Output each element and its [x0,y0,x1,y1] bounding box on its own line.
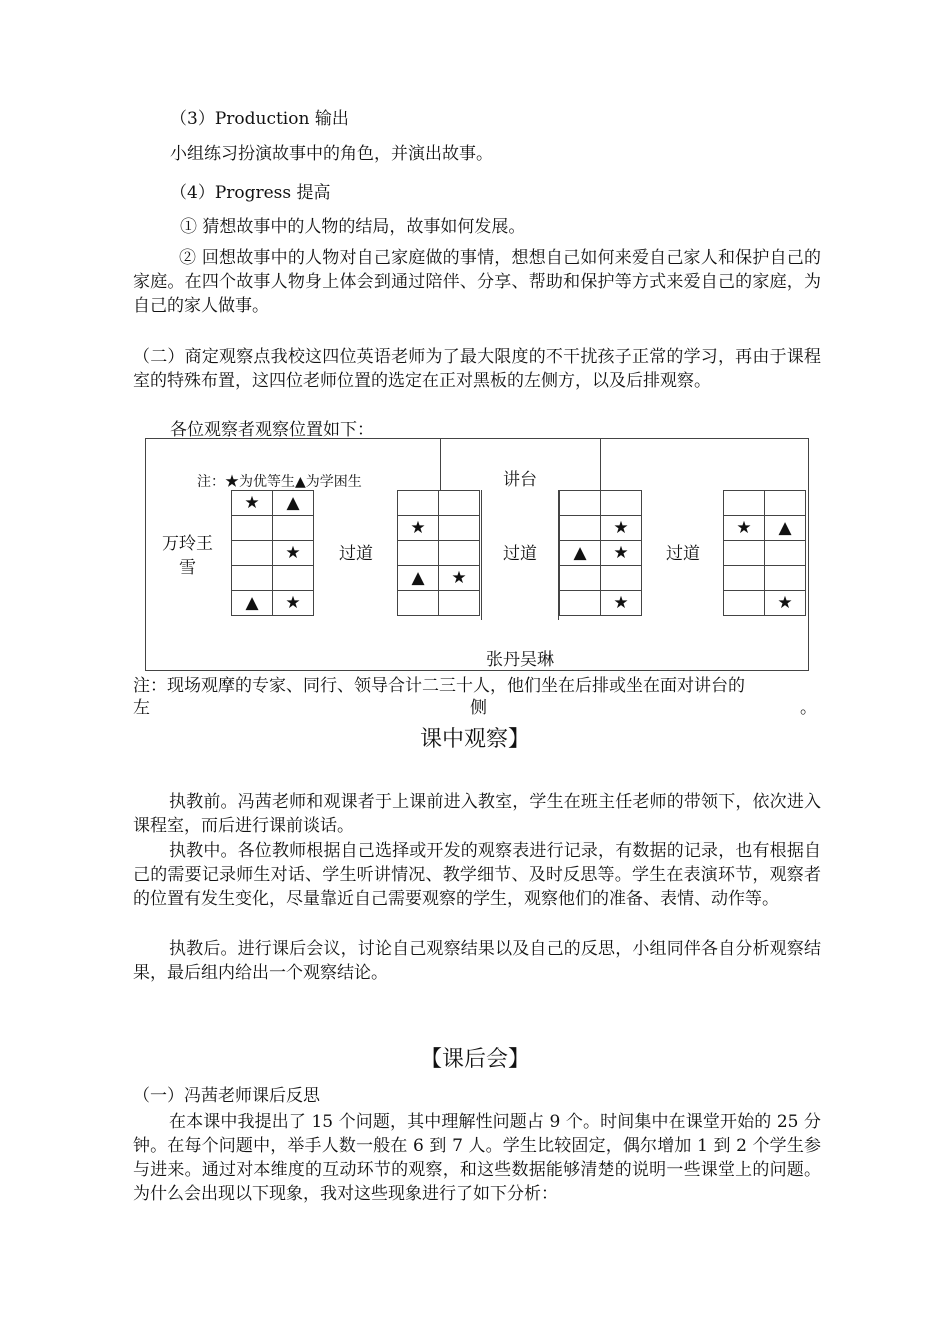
left-observers-line1: 万玲王 [162,534,213,554]
seat-cell [273,566,314,591]
para-before: 执教前。冯茜老师和观课者于上课前进入教室，学生在班主任老师的带领下，依次进入课程室，而后进行课前谈话。 [133,792,821,836]
sub-reflection: （一）冯茜老师课后反思 [133,1086,320,1106]
seat-row [560,516,642,541]
seat-cell: ★ [439,566,480,591]
podium-label: 讲台 [503,470,537,490]
progress-item-2: ② 回想故事中的人物对自己家庭做的事情，想想自己如何来爱自己家人和保护自己的家庭。在四个故事人物身上体会到通过陪伴、分享、帮助和保护等方式来爱自己的家庭，为自己的家人做事。 [133,248,821,316]
seat-cell: ▲ [398,566,439,591]
seat-cell [765,491,806,516]
seat-cell [398,491,439,516]
seat-row [724,541,806,566]
seat-cell [560,566,601,591]
seat-cell [560,591,601,616]
seat-group-3 [559,490,642,616]
seat-cell [439,516,480,541]
note-line2-mid: 侧 [470,698,487,718]
seat-row [232,591,314,616]
seat-cell [398,591,439,616]
seat-cell [439,591,480,616]
seat-cell: ★ [273,541,314,566]
seat-row [398,516,480,541]
seat-row [398,566,480,591]
seat-cell: ▲ [560,541,601,566]
seat-cell: ★ [601,541,642,566]
aisle-label-1: 过道 [339,544,373,564]
seat-cell [560,516,601,541]
seat-cell [765,541,806,566]
seat-cell: ▲ [273,491,314,516]
seat-row [560,491,642,516]
seat-row [560,566,642,591]
note-line1: 注：现场观摩的专家、同行、领导合计二三十人，他们坐在后排或坐在面对讲台的 [133,676,745,696]
seat-cell: ★ [601,516,642,541]
seat-cell: ★ [273,591,314,616]
section-production: （3）Production 输出 [170,109,349,129]
seat-cell: ★ [232,491,273,516]
seat-cell [273,516,314,541]
note-line2-end: 。 [800,698,817,718]
heading-in-class: 课中观察】 [419,727,530,752]
seat-row [232,491,314,516]
seat-row [724,516,806,541]
progress-item-1: ① 猜想故事中的人物的结局，故事如何发展。 [180,217,526,237]
heading-after-class: 【课后会】 [419,1047,530,1072]
positions-intro: 各位观察者观察位置如下： [170,420,374,440]
seat-row [232,566,314,591]
podium-column-right [558,490,559,620]
production-line: 小组练习扮演故事中的角色，并演出故事。 [170,144,493,164]
aisle-label-3: 过道 [666,544,700,564]
seat-cell [765,566,806,591]
seat-group-1 [231,490,314,616]
aisle-label-2: 过道 [503,544,537,564]
note-line2-left: 左 [133,698,150,718]
seat-cell [601,566,642,591]
seat-cell [439,491,480,516]
seat-cell [560,491,601,516]
seat-cell: ★ [398,516,439,541]
seat-cell: ▲ [232,591,273,616]
seat-row [398,491,480,516]
seat-row [560,541,642,566]
seat-cell [232,566,273,591]
seat-row [560,591,642,616]
podium-right-line [600,438,601,490]
back-observers: 张丹吴琳 [486,650,554,670]
seat-cell [232,541,273,566]
seat-row [724,591,806,616]
seat-group-4 [723,490,806,616]
para-during: 执教中。各位教师根据自己选择或开发的观察表进行记录，有数据的记录，也有根据自己的需要记录师生对话、学生听讲情况、教学细节、及时反思等。学生在表演环节，观察者的位置有发生变化，尽量靠近自己需要观察的学生，观察他们的准备、表情、动作等。 [133,841,821,909]
seat-cell: ▲ [765,516,806,541]
para-after: 执教后。进行课后会议，讨论自己观察结果以及自己的反思，小组同伴各自分析观察结果，最后组内给出一个观察结论。 [133,939,821,983]
seat-cell [232,516,273,541]
seat-cell: ★ [601,591,642,616]
seat-row [232,516,314,541]
observation-point-paragraph: （二）商定观察点我校这四位英语老师为了最大限度的不干扰孩子正常的学习，再由于课程室的特殊布置，这四位老师位置的选定在正对黑板的左侧方，以及后排观察。 [133,347,821,391]
left-observers-line2: 雪 [179,558,196,578]
seat-cell [724,491,765,516]
seat-cell [601,491,642,516]
seat-row [232,541,314,566]
seat-row [398,541,480,566]
seat-cell: ★ [724,516,765,541]
seat-cell [724,541,765,566]
seat-row [724,566,806,591]
seat-cell [724,566,765,591]
seat-cell [724,591,765,616]
seat-cell [398,541,439,566]
seat-cell: ★ [765,591,806,616]
para-reflection: 在本课中我提出了 15 个问题，其中理解性问题占 9 个。时间集中在课堂开始的 25 分钟。在每个问题中，举手人数一般在 6 到 7 人。学生比较固定，偶尔增加 1 到 2 个学生参与进来。通过对本维度的互动环节的观察，和这些数据能够清楚的说明一些课堂上的问题。为什么会出现以下现象，我对这些现象进行了如下分析： [133,1112,821,1204]
section-progress: （4）Progress 提高 [170,183,331,203]
seat-row [398,591,480,616]
legend-note: 注：★为优等生▲为学困生 [197,474,362,490]
seat-cell [439,541,480,566]
seat-group-2 [397,490,480,616]
seat-row [724,491,806,516]
podium-left-line [440,438,441,490]
podium-column-left [481,490,482,620]
